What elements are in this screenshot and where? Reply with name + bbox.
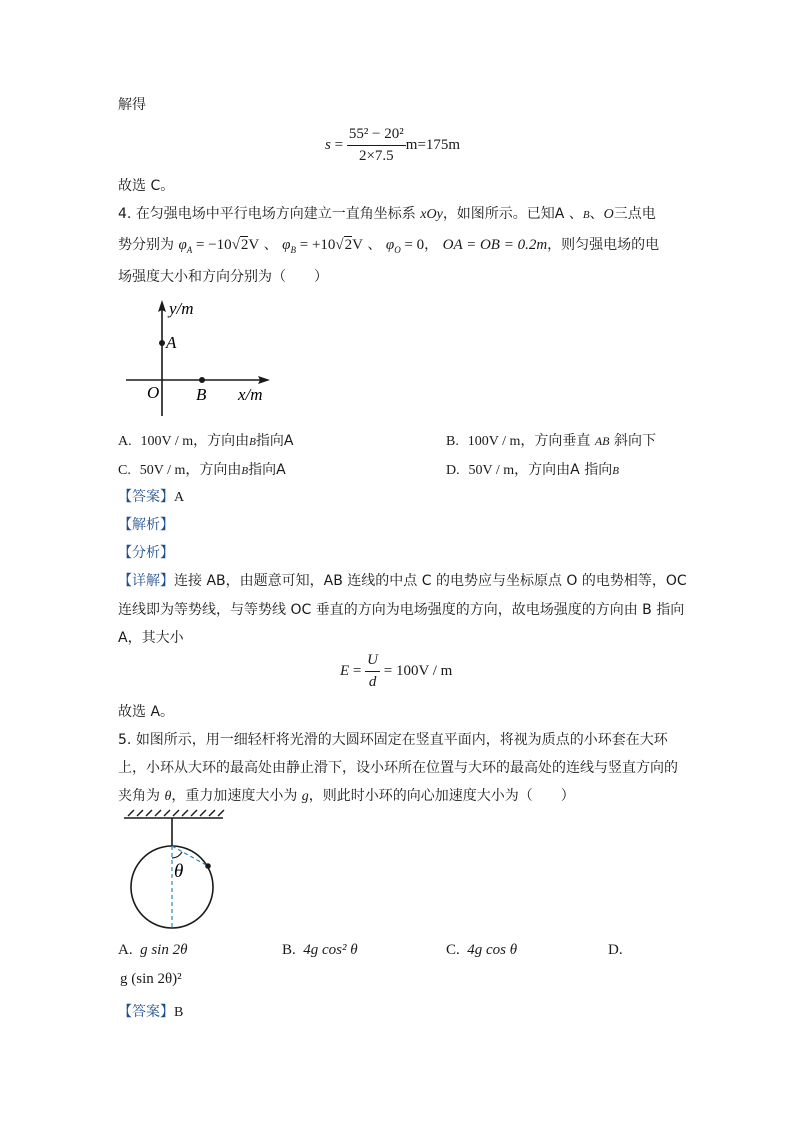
- q4-option-d[interactable]: [446, 461, 619, 480]
- q4-coordinate-figure: [118, 292, 278, 422]
- phi-symbol: φ: [385, 237, 395, 253]
- option-label: B.: [446, 434, 459, 449]
- q4-stem-text: 势分别为: [118, 237, 174, 253]
- q4-detail-line2: 连线即为等势线，与等势线 OC 垂直的方向为电场强度的方向，故电场强度的方向由 B 指向: [118, 602, 685, 618]
- q4-detail-line3: A，其大小: [118, 630, 184, 646]
- phi-symbol: φ: [282, 237, 291, 253]
- phi-unit: V: [352, 237, 363, 253]
- q5-answer: [118, 1003, 183, 1022]
- fenxi-tag: 【分析】: [118, 545, 174, 561]
- q5-stem-text: ，重力加速度大小为: [171, 788, 298, 804]
- y-axis-label: y/m: [169, 299, 194, 318]
- separator: 、: [367, 237, 382, 253]
- option-expr: g sin 2θ: [140, 942, 188, 958]
- solution-conclusion: 故选 C。: [118, 178, 175, 194]
- q5-stem-text: 夹角为: [118, 788, 160, 804]
- q4-phi-a: $\varphi_A = -10√2V$: [178, 237, 260, 255]
- option-text: ，方向垂直: [520, 433, 591, 449]
- separator: ，: [424, 237, 439, 253]
- q4-equation-field: E = $\frac{U}{d}$ = 100V / m: [340, 652, 453, 690]
- option-expr: 4g cos θ: [467, 942, 518, 958]
- q4-number: 4.: [118, 206, 132, 222]
- equation-lhs: s: [325, 136, 331, 153]
- phi-value: = +10: [295, 237, 336, 253]
- q4-answer: [118, 488, 184, 507]
- equation-distance: s = $\frac{\text{55² − 20²}}{2\times 7.5}$ m=175m: [325, 126, 461, 164]
- q5-option-b[interactable]: [282, 941, 358, 959]
- option-value: 100V / m: [140, 434, 194, 449]
- q4-coord-system: xOy: [420, 207, 443, 222]
- q4-stem-text: 三点电: [613, 206, 656, 222]
- q4-phi-b: $\varphi_B = +10√2V$: [282, 237, 363, 255]
- equation-fraction: [365, 652, 380, 691]
- q5-stem-text: 如图所示，用一细轻杆将光滑的大圆环固定在竖直平面内，将视为质点的小环套在大环: [135, 732, 668, 748]
- ceiling-hatch: [128, 810, 224, 816]
- answer-value: B: [174, 1005, 184, 1020]
- q5-option-c[interactable]: [446, 941, 517, 959]
- q4-point-b: B: [582, 209, 590, 221]
- q5-stem-text: ，则此时小环的向心加速度大小为（ ）: [308, 788, 575, 804]
- large-ring: [131, 846, 213, 928]
- sqrt-radicand: 2: [240, 237, 249, 253]
- option-expr: 4g cos² θ: [303, 942, 358, 958]
- detail-text: 连接 AB，由题意可知，AB 连线的中点 C 的电势应与坐标原点 O 的电势相等，OC: [174, 573, 687, 589]
- analysis-tag: 【解析】: [118, 517, 174, 533]
- q4-stem-text: 、: [589, 206, 604, 222]
- angle-arc: [172, 852, 182, 858]
- option-text: 指向A: [255, 433, 294, 449]
- option-label: C.: [446, 942, 460, 958]
- phi-unit: V: [248, 237, 260, 253]
- q5-option-d-expr[interactable]: g (sin 2θ)²: [120, 971, 182, 987]
- point-a-dot: [159, 340, 165, 346]
- option-text: ，方向由: [193, 433, 250, 449]
- q5-stem-line1: [118, 731, 668, 749]
- q4-fenxi-tag: [118, 544, 174, 562]
- point-b-label: B: [196, 385, 207, 404]
- q5-number: 5.: [118, 732, 132, 748]
- option-label: A.: [118, 434, 132, 449]
- option-label: B.: [282, 942, 296, 958]
- sqrt-radicand: 2: [344, 237, 353, 253]
- q4-analysis-tag: [118, 516, 174, 534]
- point-a-label: A: [166, 333, 177, 352]
- option-value: 100V / m: [467, 434, 521, 449]
- q5-option-d[interactable]: [608, 941, 623, 959]
- angle-label: θ: [174, 861, 184, 882]
- option-point: B: [241, 465, 249, 477]
- q5-stem-line2: 上，小环从大环的最高处由静止滑下，设小环所在位置与大环的最高处的连线与竖直方向的: [118, 760, 678, 776]
- option-point: B: [249, 436, 256, 448]
- equation-denominator: d: [368, 674, 377, 690]
- x-axis-label: x/m: [238, 385, 263, 404]
- option-point: AB: [594, 434, 610, 448]
- q5-option-a[interactable]: [118, 941, 187, 959]
- option-label: A.: [118, 942, 133, 958]
- point-b-dot: [199, 377, 205, 383]
- option-label: C.: [118, 463, 131, 478]
- equation-numerator: U: [365, 652, 380, 672]
- answer-tag: 【答案】: [118, 1004, 174, 1020]
- small-ring-dot: [205, 863, 211, 869]
- origin-label: O: [147, 383, 160, 402]
- option-label: D.: [446, 463, 460, 478]
- option-label: D.: [608, 942, 623, 958]
- option-text: ，方向由: [185, 462, 242, 478]
- q4-phi-o: [386, 237, 424, 253]
- q4-distance: OA = OB = 0.2m: [442, 237, 548, 253]
- q4-stem-text: ，则匀强电场的电: [547, 237, 660, 253]
- q4-option-b[interactable]: [446, 432, 656, 451]
- equation-denominator: 2×7.5: [358, 148, 394, 164]
- q4-detail-line1: [118, 572, 687, 590]
- q4-option-a[interactable]: [118, 432, 293, 451]
- option-value: 50V / m: [468, 463, 515, 478]
- q5-g: g: [301, 789, 309, 804]
- equation-rhs: m=175m: [405, 136, 461, 153]
- q5-stem-line3: [118, 787, 575, 806]
- phi-subscript: A: [186, 245, 193, 255]
- detail-tag: 【详解】: [118, 573, 174, 589]
- option-text: 指向A: [248, 462, 286, 478]
- phi-value: = 0: [400, 237, 425, 253]
- answer-tag: 【答案】: [118, 489, 174, 505]
- q4-stem-text: 在匀强电场中平行电场方向建立一直角坐标系: [135, 206, 416, 222]
- equation-fraction: [347, 126, 406, 165]
- option-text: 斜向下: [613, 433, 656, 449]
- separator: 、: [263, 237, 278, 253]
- option-point: B: [612, 465, 619, 477]
- phi-symbol: φ: [178, 237, 187, 253]
- q4-stem-line1: [118, 205, 656, 224]
- q4-point-o: O: [603, 207, 614, 222]
- q4-conclusion: 故选 A。: [118, 704, 175, 720]
- q5-ring-figure: [118, 808, 238, 933]
- q4-option-c[interactable]: [118, 461, 286, 480]
- option-value: 50V / m: [139, 463, 186, 478]
- q4-stem-text: ，如图所示。已知A 、: [442, 206, 583, 222]
- answer-value: A: [174, 490, 185, 505]
- phi-subscript: O: [394, 245, 401, 255]
- q4-stem-line2: [118, 236, 659, 259]
- solution-intro: 解得: [118, 97, 146, 113]
- q4-stem-line3: 场强度大小和方向分别为（ ）: [118, 269, 328, 285]
- equation-numerator: 55² − 20²: [347, 126, 406, 146]
- equation-rhs: = 100V / m: [383, 662, 453, 679]
- q5-theta: θ: [164, 789, 172, 804]
- phi-subscript: B: [290, 245, 296, 255]
- phi-value: = −10: [192, 237, 232, 253]
- equation-lhs: E: [340, 662, 350, 679]
- option-text: ，方向由A 指向: [514, 462, 613, 478]
